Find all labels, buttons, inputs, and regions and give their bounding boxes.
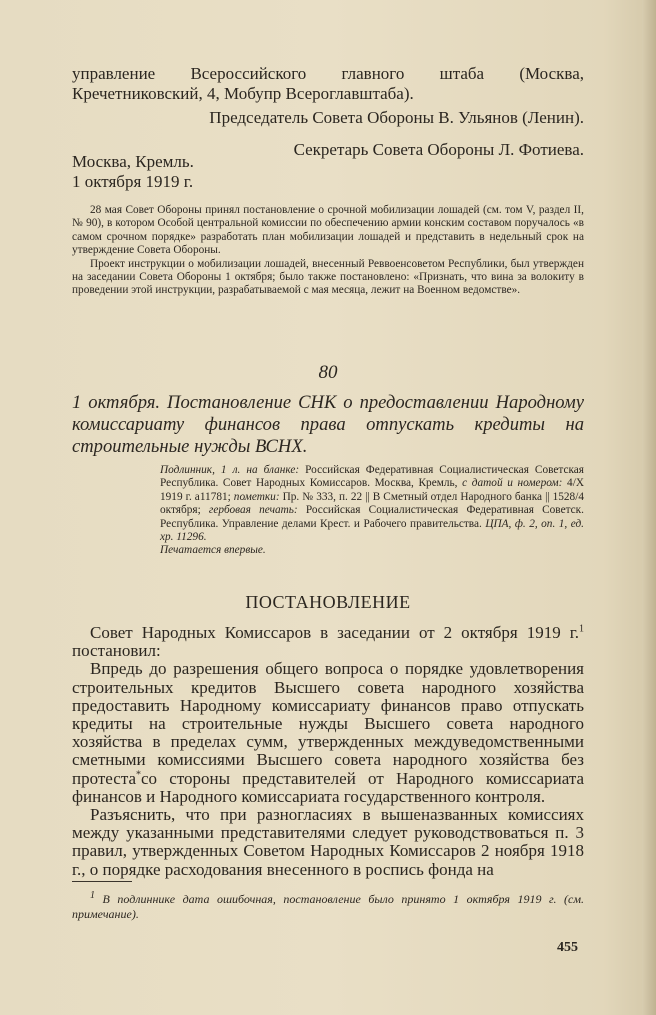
note-paragraph: 28 мая Совет Обороны принял постановление о срочной мобилизации лошадей (см. том V, раздел II, № 90), в котором Особой центральной комиссии по обеспечению армии конским составом поручалось «в самом срочном порядке» разработать план мобилизации лошадей и представить в недельный срок на утверждение Совета Обороны. xyxy=(72,204,584,257)
body-paragraph: Разъяснить, что при разногласиях в вышеназванных комиссиях между указанными представителями следует руководствоваться п. 3 правил, утвержденных Советом Народных Комиссаров 2 ноября 1918 г., о порядке расходования внесенного в роспись фонда на xyxy=(72,805,584,879)
doc-number: 80 xyxy=(318,362,338,383)
signature-chairman: Председатель Совета Обороны В. Ульянов (Ленин). xyxy=(209,108,584,127)
editorial-note xyxy=(72,204,584,298)
place: Москва, Кремль. xyxy=(72,152,194,171)
section-heading: ПОСТАНОВЛЕНИЕ xyxy=(245,592,411,612)
source-label-seal: гербовая печать: xyxy=(208,504,298,517)
footnote-rule xyxy=(72,881,132,882)
note-paragraph: Проект инструкции о мобилизации лошадей, внесенный Реввоенсоветом Республики, был утвержден на заседании Совета Обороны 1 октября; было также постановлено: «Признать, что вина за волокиту в проведении этой инструкции, разрабатываемой с мая месяца, лежит на Военном ведомстве». xyxy=(72,257,584,297)
source-label-notes: пометки: xyxy=(233,490,280,503)
doc-number-block xyxy=(72,362,584,384)
body-intro: Совет Народных Комиссаров в заседании от 2 октября 1919 г.$^1$ постановил: xyxy=(72,623,584,661)
page-edge xyxy=(642,0,656,1015)
source-label-original: Подлинник, 1 л. на бланке: xyxy=(160,464,300,476)
source-description: Подлинник, 1 л. на бланке: Российская Федеративная Социалистическая Советская Республика. Совет Народных Комиссаров. Москва, Кремль, с датой и номером: 4/X 1919 г. а11781; пометки: Пр. № 333, п. 22 || В Сметный отдел Народного банка || 1528/4 октября; гербовая печать: Российская Социалистическая Федеративная Советск. Республика. Управление делами Крест. и Рабочего правительства. ЦПА, ф. 2, оп. 1, ед. хр. 11296. xyxy=(160,464,584,544)
note-mark: * xyxy=(136,768,141,780)
page-number: 455 xyxy=(557,940,578,955)
doc-title: 1 октября. Постановление СНК о предоставлении Народному комиссариату финансов права отпускать кредиты на строительные нужды ВСНХ. xyxy=(72,392,584,457)
source-label-datenum: с датой и номером: xyxy=(462,477,563,490)
top-paragraph: управление Всероссийского главного штаба (Москва, Кречетниковский, 4, Мобупр Всероглавштаба). xyxy=(72,64,584,103)
body-text xyxy=(72,624,584,879)
published-note: Печатается впервые. xyxy=(160,544,266,557)
body-paragraph: Впредь до разрешения общего вопроса о порядке удовлетворения строительных кредитов Высшего совета народного хозяйства предоставить Народному комиссариату финансов право отпускать кредиты на строительные нужды Высшего совета народного хозяйства в пределах сумм, утвержденных междуведомственными сметными комиссиями Высшего совета народного хозяйства без протеста*со стороны представителей от Народного комиссариата финансов и Народного комиссариата государственного контроля. xyxy=(72,659,584,806)
date: 1 октября 1919 г. xyxy=(72,172,194,191)
heading-block xyxy=(72,592,584,613)
source-block xyxy=(160,464,584,558)
footnote-block xyxy=(72,892,584,922)
footnote-ref: 1 xyxy=(579,623,584,635)
doc-title-block xyxy=(72,392,584,458)
footnote: $^1$ В подлиннике дата ошибочная, постановление было принято 1 октября 1919 г. (см. примечание). xyxy=(72,890,584,921)
archive-reference: ЦПА, ф. 2, оп. 1, ед. хр. 11296. xyxy=(160,517,584,544)
place-date xyxy=(72,152,584,192)
top-paragraph-block xyxy=(72,64,584,104)
signature-secretary: Секретарь Совета Обороны Л. Фотиева. xyxy=(293,140,584,159)
